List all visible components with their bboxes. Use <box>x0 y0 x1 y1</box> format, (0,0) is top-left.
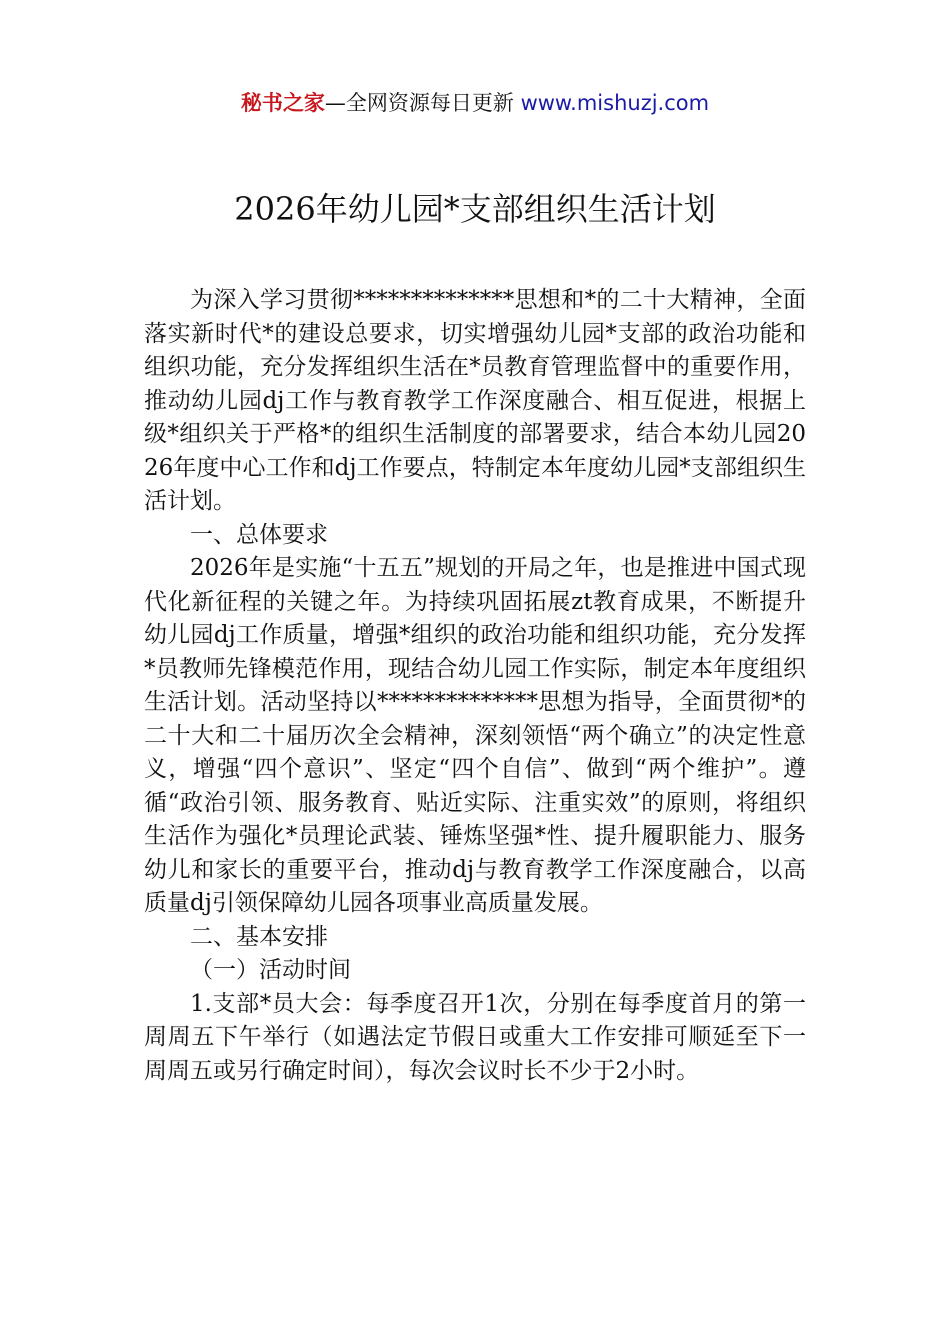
site-url-link[interactable]: www.mishuzj.com <box>520 91 710 115</box>
section-heading-basic-arrangements: 二、基本安排 <box>190 923 328 950</box>
header-separator: — <box>324 91 346 115</box>
site-brand: 秘书之家 <box>240 91 325 115</box>
document-body <box>144 284 806 1088</box>
document-title: 2026年幼儿园*支部组织生活计划 <box>234 190 716 228</box>
site-header <box>0 88 950 118</box>
site-tagline: 全网资源每日更新 <box>345 91 514 115</box>
general-requirements-paragraph: 2026年是实施“十五五”规划的开局之年，也是推进中国式现代化新征程的关键之年。为持续巩固拓展zt教育成果，不断提升幼儿园dj工作质量，增强*组织的政治功能和组织功能，充分发挥*员教师先锋模范作用，现结合幼儿园工作实际，制定本年度组织生活计划。活动坚持以**************思想为指导，全面贯彻*的二十大和二十届历次全会精神，深刻领悟“两个确立”的决定性意义，增强“四个意识”、坚定“四个自信”、做到“两个维护”。遵循“政治引领、服务教育、贴近实际、注重实效”的原则，将组织生活作为强化*员理论武装、锤炼坚强*性、提升履职能力、服务幼儿和家长的重要平台，推动dj与教育教学工作深度融合，以高质量dj引领保障幼儿园各项事业高质量发展。 <box>144 555 806 916</box>
section-heading-general-requirements: 一、总体要求 <box>190 521 328 548</box>
subsection-heading-activity-time: （一）活动时间 <box>190 957 351 983</box>
activity-time-item-1: 1.支部*员大会：每季度召开1次，分别在每季度首月的第一周周五下午举行（如遇法定节假日或重大工作安排可顺延至下一周周五或另行确定时间），每次会议时长不少于2小时。 <box>144 990 806 1084</box>
intro-paragraph: 为深入学习贯彻**************思想和*的二十大精神，全面落实新时代*的建设总要求，切实增强幼儿园*支部的政治功能和组织功能，充分发挥组织生活在*员教育管理监督中的重要作用，推动幼儿园dj工作与教育教学工作深度融合、相互促进，根据上级*组织关于严格*的组织生活制度的部署要求，结合本幼儿园2026年度中心工作和dj工作要点，特制定本年度幼儿园*支部组织生活计划。 <box>144 287 806 514</box>
